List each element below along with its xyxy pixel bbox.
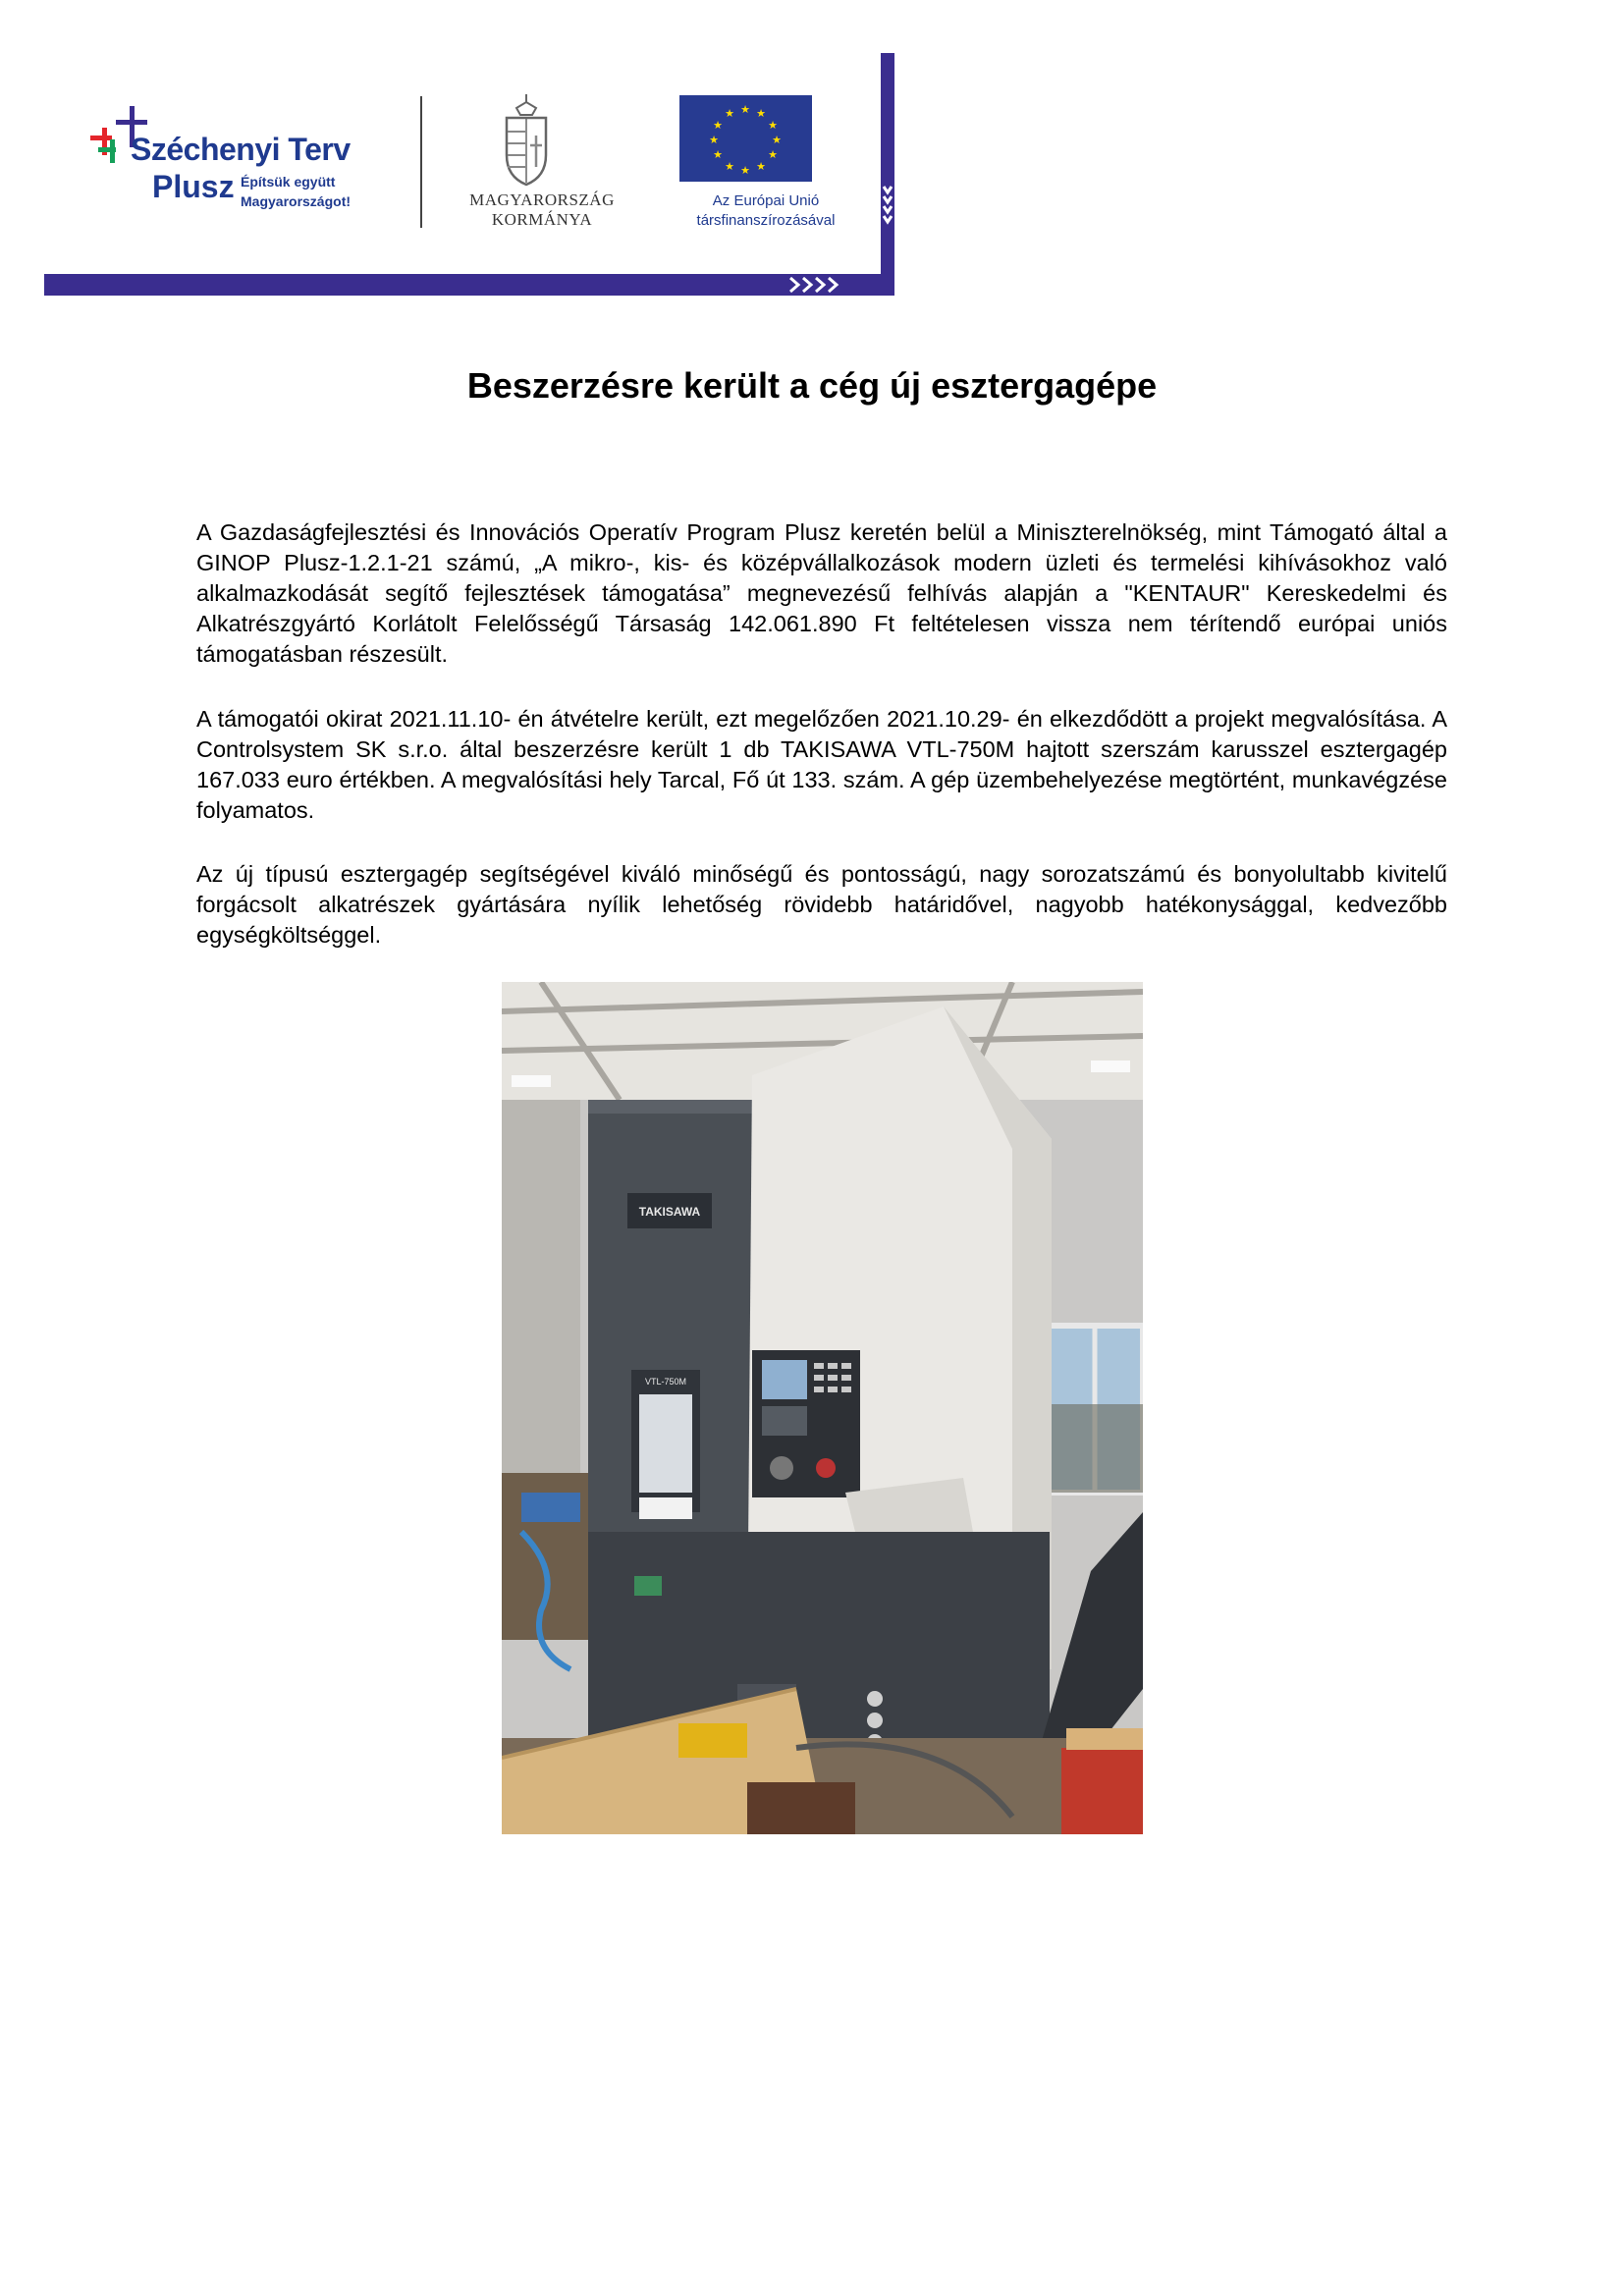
szechenyi-logo-plusz: Plusz (152, 169, 235, 204)
coat-of-arms-icon (507, 94, 546, 185)
paragraph-2: A támogatói okirat 2021.11.10- én átvételre került, ezt megelőzően 2021.10.29- én elkezdődött a projekt megvalósítása. A Controlsystem SK s.r.o. által beszerzésre került 1 db TAKISAWA VTL-750M hajtott szerszám karusszel esztergagép 167.033 euro értékben. A megvalósítási hely Tarcal, Fő út 133. szám. A gép üzembehelyezése megtörtént, munkavégzése folyamatos. (196, 706, 1447, 823)
svg-text:★: ★ (725, 160, 734, 173)
banner-horizontal-bar (44, 274, 894, 296)
banner-vertical-bar (881, 53, 894, 296)
header-banner (0, 0, 1624, 304)
paragraph-1: A Gazdaságfejlesztési és Innovációs Operatív Program Plusz keretén belül a Miniszterelnökség, mint Támogató által a GINOP Plusz-1.2.1-21 számú, „A mikro-, kis- és középvállalkozások modern üzleti és termelési kihívásokhoz való alkalmazkodását segítő fejlesztések támogatása” megnevezésű felhívás alapján a "KENTAUR" Kereskedelmi és Alkatrészgyártó Korlátolt Felelősségű Társaság 142.061.890 Ft feltételesen vissza nem térítendő európai uniós támogatásban részesült. (196, 519, 1447, 667)
eu-logo-line2: társfinanszírozásával (696, 212, 836, 229)
szechenyi-logo-title: Széchenyi Terv (131, 132, 351, 167)
machine-photo (502, 982, 1143, 1834)
svg-text:★: ★ (772, 134, 782, 146)
paragraph-3: Az új típusú esztergagép segítségével kiváló minőségű és pontosságú, nagy sorozatszámú és bonyolultabb kivitelű forgácsolt alkatrészek gyártására nyílik lehetőség rövidebb határidővel, nagyobb hatékonysággal, kedvezőbb egységköltséggel. (196, 861, 1447, 948)
machine-model-label: VTL-750M (644, 1377, 687, 1387)
document-title: Beszerzésre került a cég új esztergagépe (466, 365, 1158, 406)
eu-flag-icon (679, 95, 812, 182)
szechenyi-slogan-line1: Építsük együtt (241, 174, 336, 190)
machine-base (588, 1532, 1050, 1738)
svg-text:★: ★ (768, 148, 778, 161)
szechenyi-slogan-line2: Magyarországot! (241, 193, 352, 209)
government-logo-line2: KORMÁNYA (491, 210, 593, 229)
svg-text:★: ★ (740, 103, 750, 116)
svg-text:★: ★ (756, 160, 766, 173)
svg-text:★: ★ (756, 107, 766, 120)
svg-text:★: ★ (768, 119, 778, 132)
logo-divider (420, 96, 422, 228)
svg-text:★: ★ (713, 148, 723, 161)
svg-text:★: ★ (713, 119, 723, 132)
government-logo-line1: MAGYARORSZÁG (469, 190, 615, 209)
eu-logo-line1: Az Európai Unió (712, 192, 820, 209)
svg-text:★: ★ (725, 107, 734, 120)
svg-text:★: ★ (740, 164, 750, 177)
machine-brand-label: TAKISAWA (638, 1205, 701, 1219)
svg-text:★: ★ (709, 134, 719, 146)
